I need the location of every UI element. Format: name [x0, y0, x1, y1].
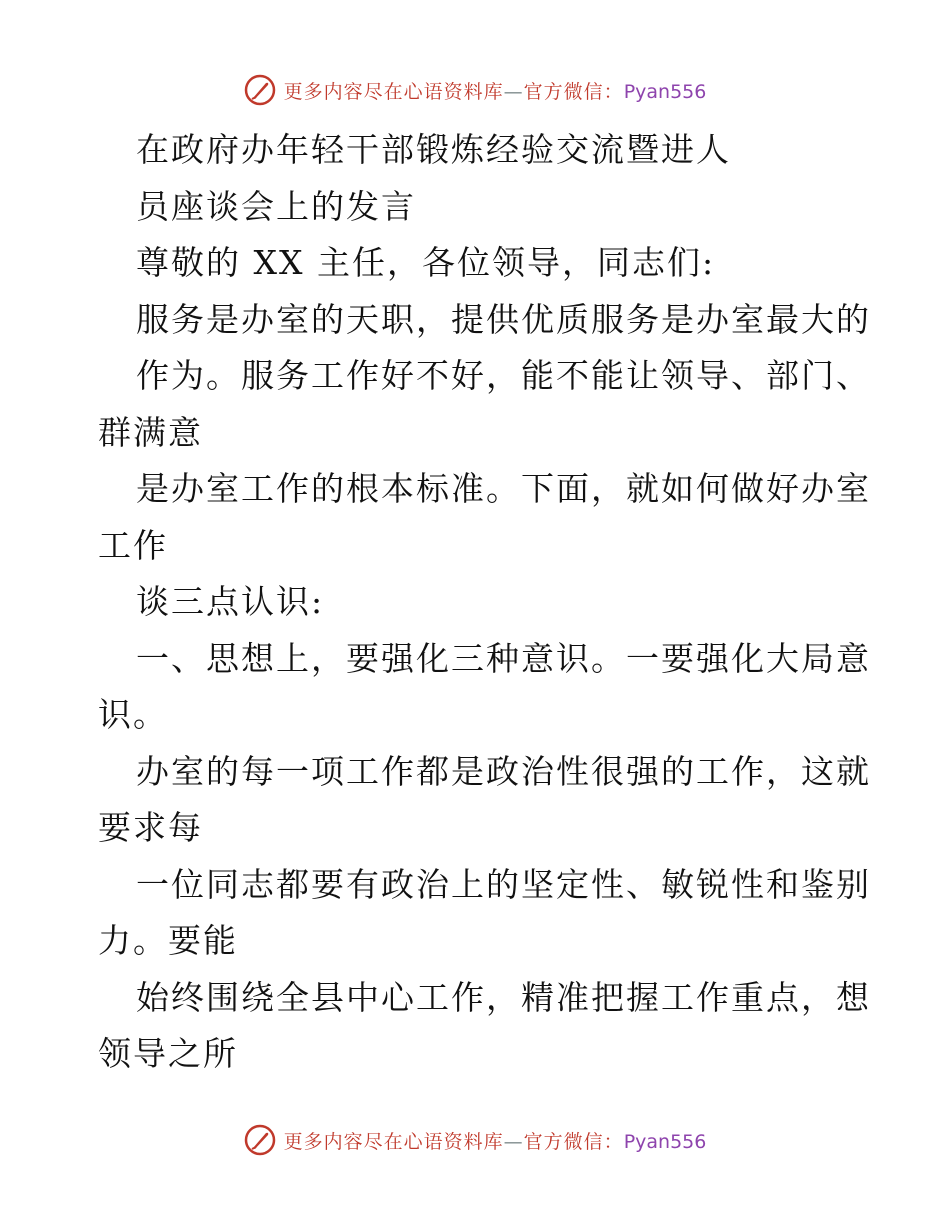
feather-pen-icon — [244, 1124, 276, 1156]
text-line: 员座谈会上的发言 — [136, 186, 416, 226]
watermark-header — [0, 70, 950, 110]
watermark-text — [284, 1127, 707, 1154]
text-line: 领导之所 — [98, 1034, 238, 1073]
text-line: 谈三点认识: — [136, 582, 325, 621]
watermark-dash: — — [503, 80, 524, 103]
text-line: 办室的每一项工作都是政治性很强的工作，这就 — [136, 751, 871, 791]
text-line: 工作 — [98, 525, 168, 565]
text-line: 服务是办室的天职，提供优质服务是办室最大的 — [136, 299, 871, 339]
text-line: 在政府办年轻干部锻炼经验交流暨进人 — [136, 130, 731, 169]
watermark-handle: Pyan556 — [623, 1130, 707, 1153]
watermark-footer — [0, 1120, 950, 1160]
watermark-label: 官方微信： — [523, 1130, 624, 1153]
text-line: 是办室工作的根本标准。下面，就如何做好办室 — [136, 469, 871, 508]
text-line: 尊敬的 XX 主任，各位领导，同志们: — [136, 243, 716, 282]
watermark-text — [284, 77, 707, 104]
text-line: 群满意 — [98, 412, 203, 452]
text-line: 力。要能 — [98, 921, 238, 960]
watermark-brand: 更多内容尽在心语资料库 — [283, 1130, 504, 1153]
text-line: 作为。服务工作好不好，能不能让领导、部门、 — [136, 356, 871, 395]
text-line: 始终围绕全县中心工作，精准把握工作重点，想 — [136, 977, 871, 1017]
text-line: 一位同志都要有政治上的坚定性、敏锐性和鉴别 — [136, 864, 871, 904]
document-body — [98, 122, 871, 1083]
watermark-dash: — — [503, 1130, 524, 1153]
text-line: 要求每 — [98, 808, 203, 847]
watermark-brand: 更多内容尽在心语资料库 — [283, 80, 504, 103]
text-line: 一、思想上，要强化三种意识。一要强化大局意 — [136, 638, 871, 678]
text-line: 识。 — [98, 695, 168, 734]
watermark-handle: Pyan556 — [623, 80, 707, 103]
watermark-label: 官方微信： — [523, 80, 624, 103]
feather-pen-icon — [244, 74, 276, 106]
